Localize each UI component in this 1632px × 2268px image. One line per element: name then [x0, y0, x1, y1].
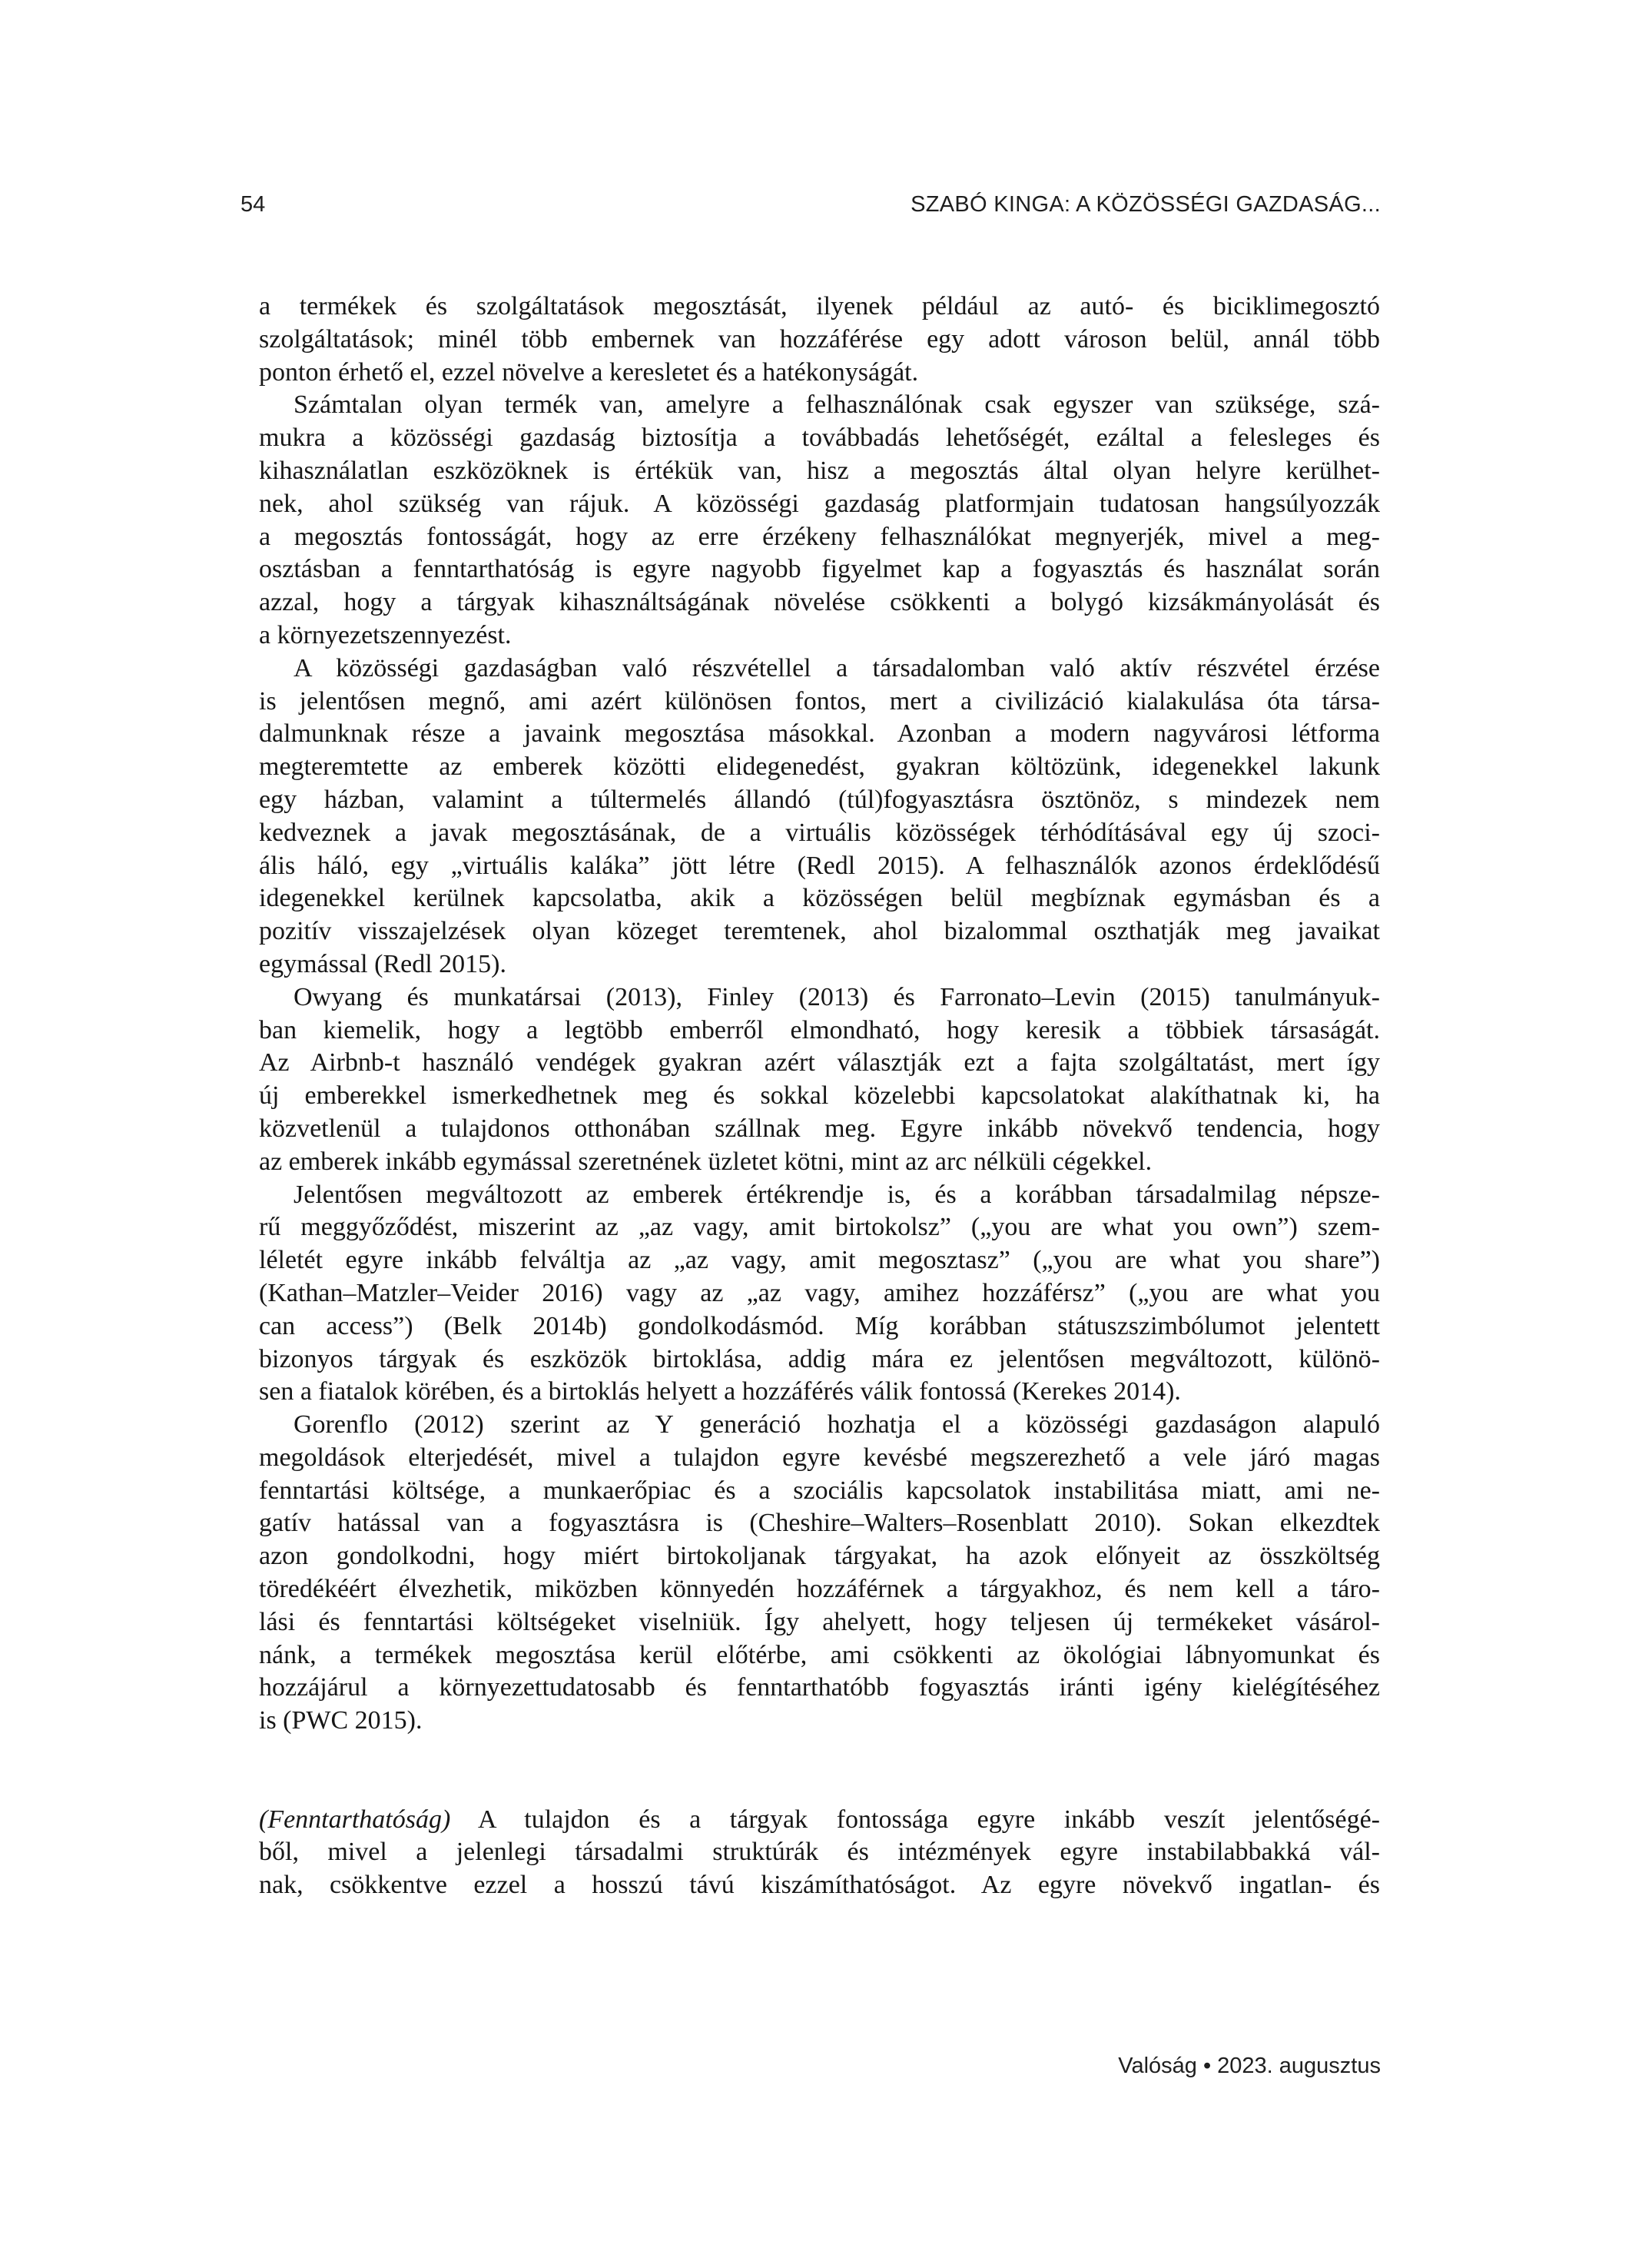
text-line: can access”) (Belk 2014b) gondolkodásmód. Míg korábban státuszszimbólumot jelentett: [259, 1311, 1380, 1340]
text-line: pozitív visszajelzések olyan közeget teremtenek, ahol bizalommal oszthatják meg javaikat: [259, 917, 1380, 946]
text-line: fenntartási költsége, a munkaerőpiac és a szociális kapcsolatok instabilitása miatt, ami ne-: [259, 1476, 1380, 1505]
text-line: kedveznek a javak megosztásának, de a virtuális közösségek térhódításával egy új szoci-: [259, 818, 1380, 847]
text-line: a megosztás fontosságát, hogy az erre érzékeny felhasználókat megnyerjék, mivel a meg-: [259, 522, 1380, 551]
text-line: közvetlenül a tulajdonos otthonában szállnak meg. Egyre inkább növekvő tendencia, hogy: [259, 1114, 1380, 1143]
text-line: idegenekkel kerülnek kapcsolatba, akik a közösségen belül megbíznak egymásban és a: [259, 884, 1380, 913]
running-title: SZABÓ KINGA: A KÖZÖSSÉGI GAZDASÁG...: [911, 192, 1381, 217]
text-line: szolgáltatások; minél több embernek van hozzáférése egy adott városon belül, annál több: [259, 324, 1380, 354]
text-line: léletét egyre inkább felváltja az „az vagy, amit megosztasz” („you are what you share”): [259, 1246, 1380, 1275]
text-line: osztásban a fenntarthatóság is egyre nagyobb figyelmet kap a fogyasztás és használat során: [259, 555, 1380, 584]
page-number: 54: [240, 192, 266, 217]
paragraph: [259, 981, 1380, 1179]
text-line: egymással (Redl 2015).: [259, 949, 506, 978]
paragraph: [259, 1409, 1380, 1738]
page-footer: Valóság • 2023. augusztus: [1118, 2054, 1381, 2078]
text-line: ponton érhető el, ezzel növelve a keresletet és a hatékonyságát.: [259, 357, 919, 387]
section-first-line-text: A tulajdon és a tárgyak fontossága egyre inkább veszít jelentőségé-: [450, 1805, 1380, 1834]
text-line: Jelentősen megváltozott az emberek értékrendje is, és a korábban társadalmilag népsze-: [294, 1180, 1380, 1209]
text-line: megoldások elterjedését, mivel a tulajdon egyre kevésbé megszerezhető a vele járó magas: [259, 1443, 1380, 1472]
text-line: dalmunknak része a javaink megosztása másokkal. Azonban a modern nagyvárosi létforma: [259, 719, 1380, 749]
text-line: egy házban, valamint a túltermelés állandó (túl)fogyasztásra ösztönöz, s mindezek nem: [259, 785, 1380, 814]
text-line: töredékéért élvezhetik, miközben könnyedén hozzáférnek a tárgyakhoz, és nem kell a táro-: [259, 1575, 1380, 1604]
text-line: kihasználatlan eszközöknek is értékük van, hisz a megosztás által olyan helyre kerülhet-: [259, 456, 1380, 485]
text-line: ből, mivel a jelenlegi társadalmi struktúrák és intézmények egyre instabilabbakká vál-: [259, 1838, 1380, 1867]
text-line: [259, 1804, 1380, 1837]
text-line: Gorenflo (2012) szerint az Y generáció hozhatja el a közösségi gazdaságon alapuló: [294, 1410, 1380, 1439]
text-line: azon gondolkodni, hogy miért birtokoljanak tárgyakat, ha azok előnyeit az összköltség: [259, 1542, 1380, 1571]
text-line: nak, csökkentve ezzel a hosszú távú kiszámíthatóságot. Az egyre növekvő ingatlan- és: [259, 1871, 1380, 1900]
paragraph: [259, 291, 1380, 389]
text-line: új emberekkel ismerkedhetnek meg és sokkal közelebbi kapcsolatokat alakíthatnak ki, ha: [259, 1081, 1380, 1111]
paragraph: [259, 1179, 1380, 1410]
text-line: is (PWC 2015).: [259, 1706, 423, 1735]
text-line: nánk, a termékek megosztása kerül előtérbe, ami csökkenti az ökológiai lábnyomunkat és: [259, 1640, 1380, 1669]
text-line: a termékek és szolgáltatások megosztását, ilyenek például az autó- és biciklimegosztó: [259, 292, 1380, 320]
text-line: bizonyos tárgyak és eszközök birtoklása, addig mára ez jelentősen megváltozott, különö-: [259, 1344, 1380, 1373]
text-line: Számtalan olyan termék van, amelyre a felhasználónak csak egyszer van szüksége, szá-: [294, 390, 1380, 420]
text-line: az emberek inkább egymással szeretnének üzletet kötni, mint az arc nélküli cégekkel.: [259, 1147, 1153, 1176]
text-line: is jelentősen megnő, ami azért különösen fontos, mert a civilizáció kialakulása óta társa-: [259, 686, 1380, 716]
text-line: sen a fiatalok körében, és a birtoklás helyett a hozzáférés válik fontossá (Kerekes 2014).: [259, 1377, 1181, 1406]
text-line: (Kathan–Matzler–Veider 2016) vagy az „az vagy, amihez hozzáférsz” („you are what you: [259, 1278, 1380, 1307]
paragraph: [259, 653, 1380, 981]
text-line: ban kiemelik, hogy a legtöbb emberről elmondható, hogy keresik a többiek társaságát.: [259, 1015, 1380, 1044]
text-line: lási és fenntartási költségeket viselniük. Így ahelyett, hogy teljesen új termékeket vásárol-: [259, 1607, 1380, 1636]
running-header: [240, 192, 1381, 220]
section-paragraph: [259, 1804, 1380, 1902]
body-text: [259, 291, 1380, 1902]
text-line: A közösségi gazdaságban való részvétellel a társadalomban való aktív részvétel érzése: [294, 653, 1380, 682]
text-line: gatív hatással van a fogyasztásra is (Cheshire–Walters–Rosenblatt 2010). Sokan elkezdtek: [259, 1509, 1380, 1538]
section-label: (Fenntarthatóság): [259, 1805, 451, 1834]
text-line: megteremtette az emberek közötti elidegenedést, gyakran költözünk, idegenekkel lakunk: [259, 752, 1380, 782]
paragraph: [259, 389, 1380, 652]
text-line: hozzájárul a környezettudatosabb és fenntarthatóbb fogyasztás iránti igény kielégítéséhez: [259, 1673, 1380, 1702]
text-line: mukra a közösségi gazdaság biztosítja a továbbadás lehetőségét, ezáltal a felesleges és: [259, 423, 1380, 453]
text-line: Az Airbnb-t használó vendégek gyakran azért választják ezt a fajta szolgáltatást, mert így: [259, 1048, 1380, 1078]
text-line: a környezetszennyezést.: [259, 620, 512, 649]
section-spacer: [259, 1738, 1380, 1804]
text-line: Owyang és munkatársai (2013), Finley (2013) és Farronato–Levin (2015) tanulmányuk-: [294, 982, 1380, 1011]
text-line: azzal, hogy a tárgyak kihasználtságának növelése csökkenti a bolygó kizsákmányolását és: [259, 588, 1380, 617]
text-line: rű meggyőződést, miszerint az „az vagy, amit birtokolsz” („you are what you own”) szem-: [259, 1213, 1380, 1242]
text-line: ális háló, egy „virtuális kaláka” jött létre (Redl 2015). A felhasználók azonos érdeklődésű: [259, 851, 1380, 880]
text-line: nek, ahol szükség van rájuk. A közösségi gazdaság platformjain tudatosan hangsúlyozzák: [259, 489, 1380, 518]
